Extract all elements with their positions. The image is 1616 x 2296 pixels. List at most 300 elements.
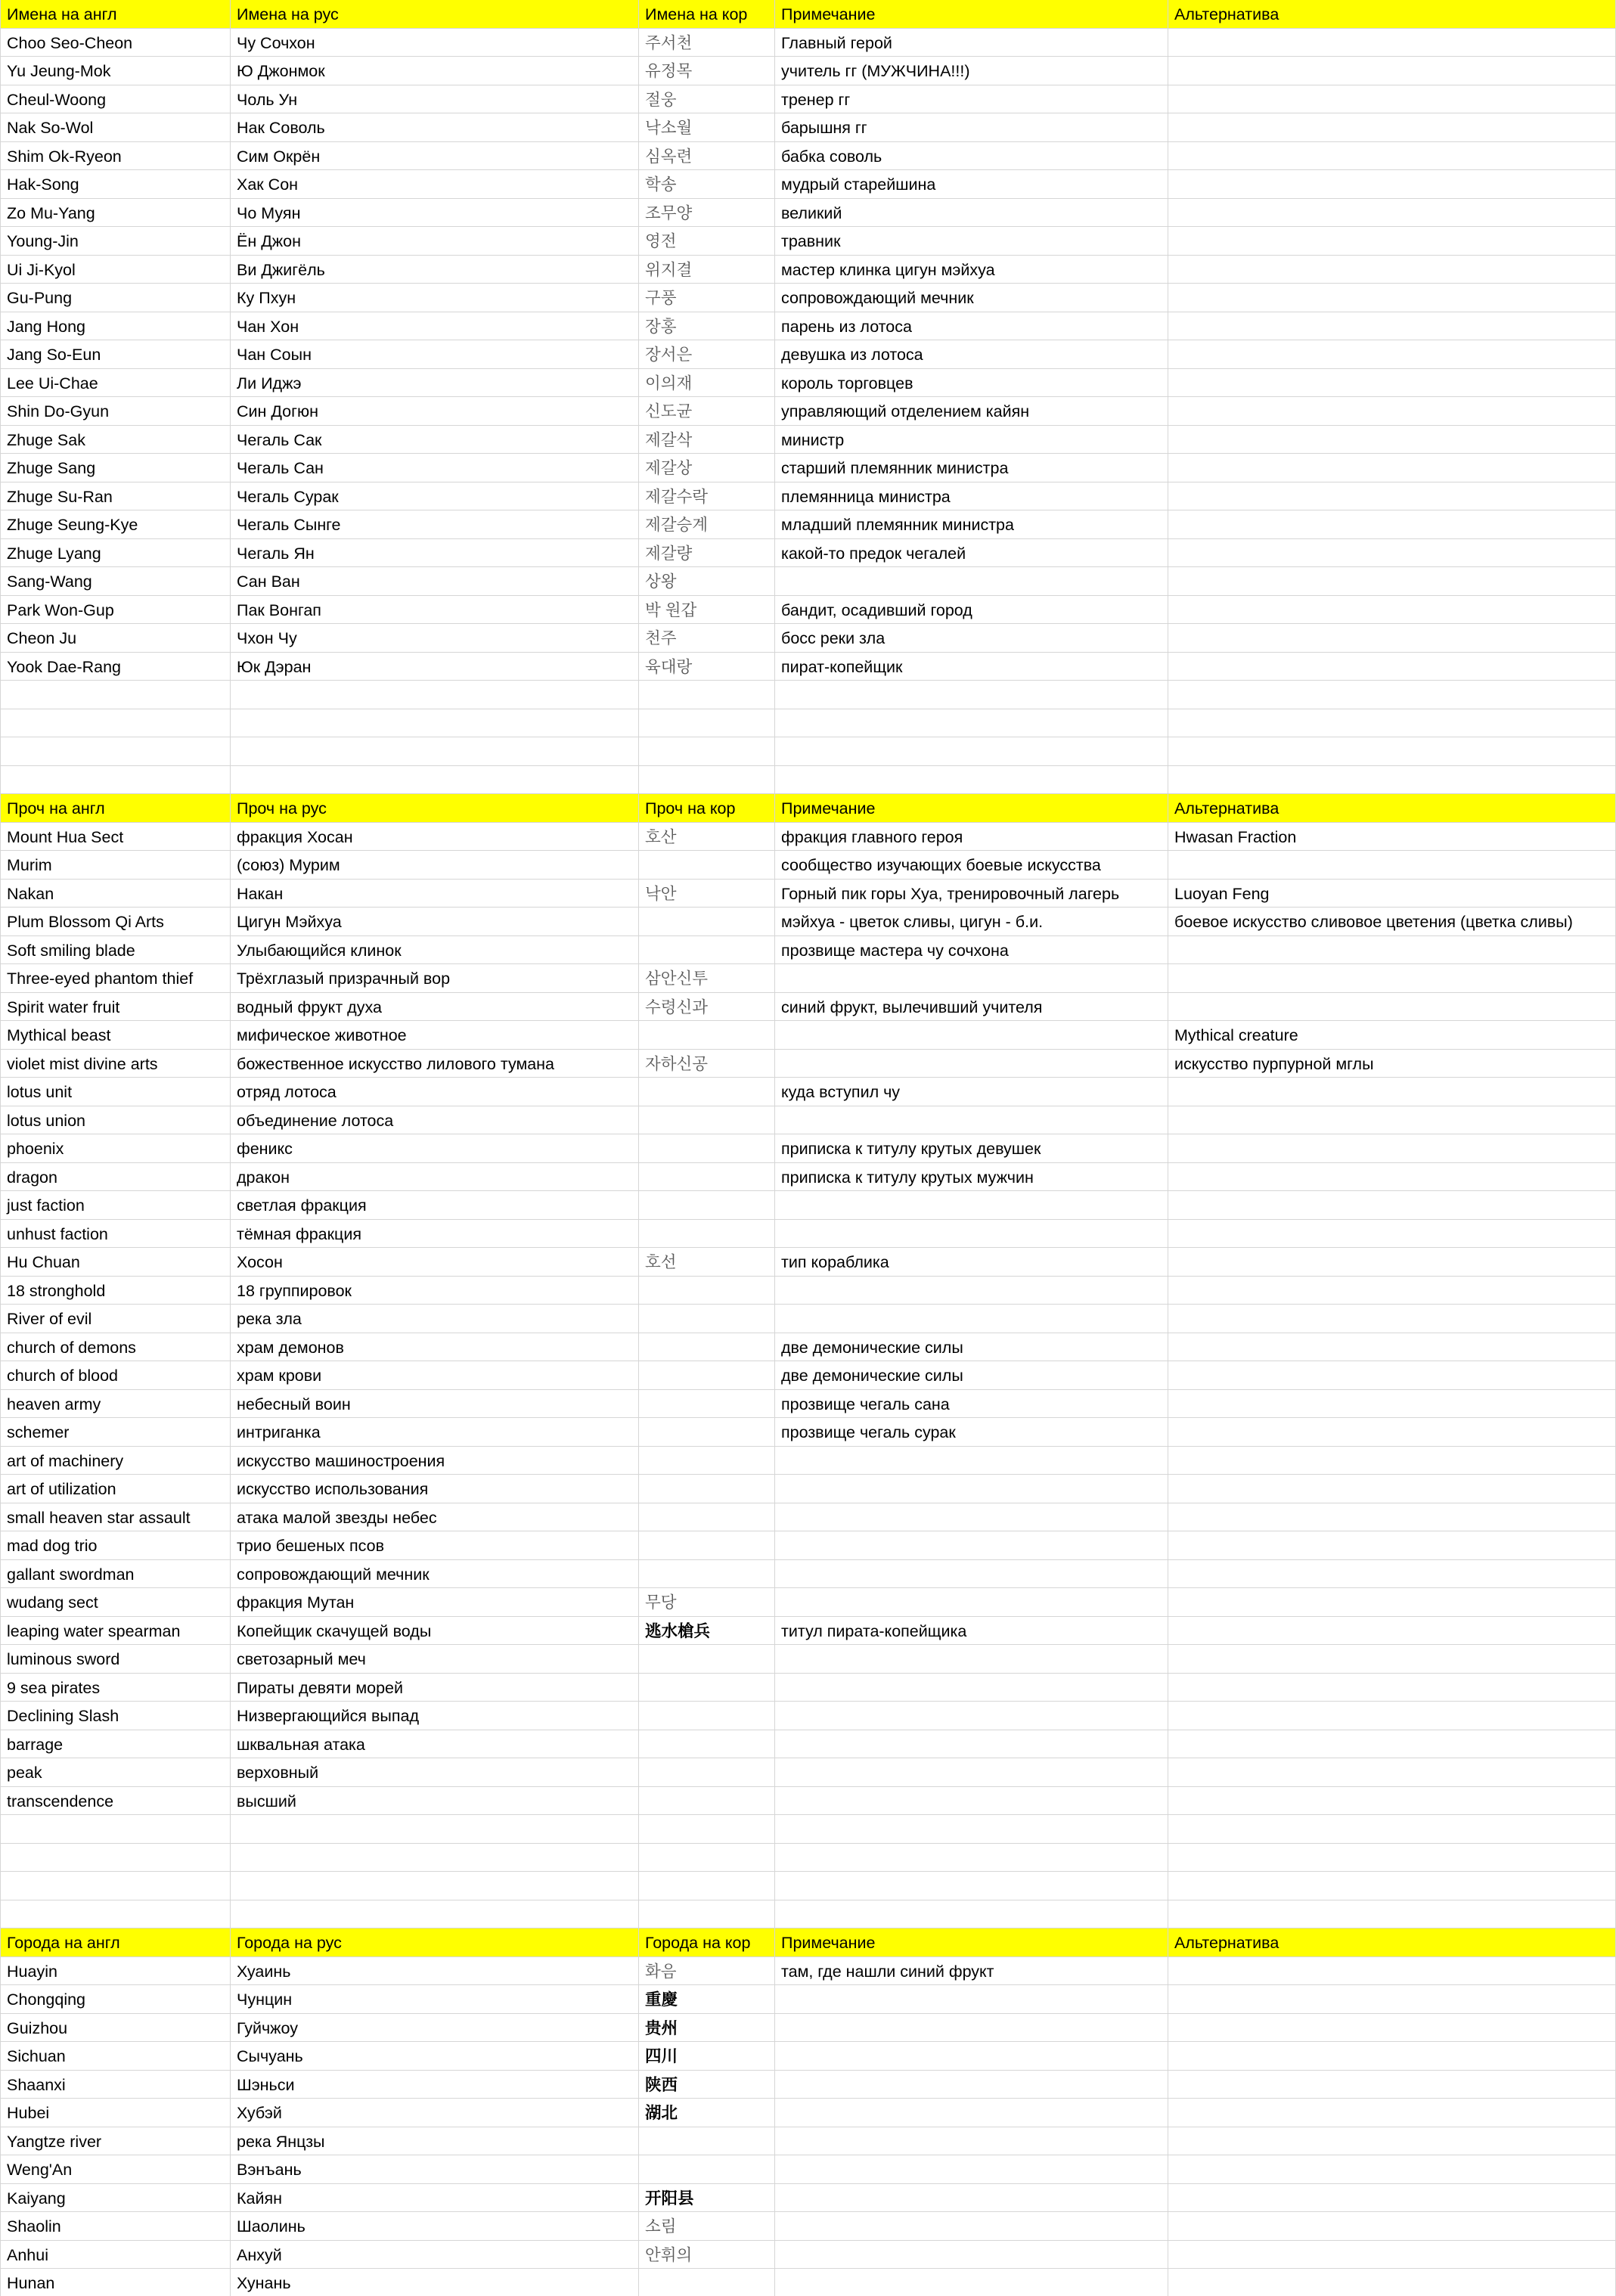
cell-alt[interactable] [1168, 1503, 1616, 1532]
cell-ko[interactable] [639, 1560, 775, 1589]
cell-ru[interactable]: феникс [231, 1134, 639, 1163]
cell-ru[interactable]: Чегаль Сынге [231, 510, 639, 539]
cell-alt[interactable] [1168, 284, 1616, 312]
cell-ko[interactable] [639, 1730, 775, 1759]
section-header-row[interactable] [0, 794, 1616, 823]
cell-ko[interactable]: 삼안신투 [639, 964, 775, 993]
header-cell-en[interactable]: Имена на англ [0, 0, 231, 29]
cell-note[interactable] [775, 1985, 1168, 2014]
cell-alt[interactable] [1168, 1078, 1616, 1106]
cell-en[interactable]: lotus unit [0, 1078, 231, 1106]
table-row[interactable] [0, 1220, 1616, 1249]
table-row[interactable] [0, 2099, 1616, 2127]
table-row[interactable] [0, 256, 1616, 284]
cell-ko[interactable]: 逃水槍兵 [639, 1617, 775, 1646]
cell-alt[interactable] [1168, 1560, 1616, 1589]
cell-alt[interactable] [1168, 397, 1616, 426]
cell-en[interactable]: wudang sect [0, 1588, 231, 1617]
cell-ko[interactable]: 자하신공 [639, 1050, 775, 1078]
cell-ko[interactable]: 장홍 [639, 312, 775, 341]
table-row[interactable] [0, 1702, 1616, 1730]
cell-ko[interactable]: 무당 [639, 1588, 775, 1617]
header-cell-note[interactable]: Примечание [775, 1928, 1168, 1957]
cell-en[interactable]: Shaanxi [0, 2071, 231, 2099]
cell-note[interactable] [775, 2155, 1168, 2184]
cell-note[interactable]: бабка соволь [775, 142, 1168, 171]
table-row[interactable] [0, 2127, 1616, 2156]
table-row[interactable] [0, 142, 1616, 171]
cell-ru[interactable]: храм крови [231, 1361, 639, 1390]
table-row[interactable] [0, 567, 1616, 596]
cell-alt[interactable] [1168, 936, 1616, 965]
cell-en[interactable]: schemer [0, 1418, 231, 1447]
cell-alt[interactable] [1168, 1645, 1616, 1674]
cell-alt[interactable] [1168, 256, 1616, 284]
table-row[interactable] [0, 993, 1616, 1022]
cell-note[interactable] [775, 1645, 1168, 1674]
cell-en[interactable]: Hubei [0, 2099, 231, 2127]
cell-note[interactable] [775, 766, 1168, 795]
cell-en[interactable]: Zhuge Sak [0, 426, 231, 455]
cell-ko[interactable]: 안휘의 [639, 2241, 775, 2270]
cell-ko[interactable]: 湖北 [639, 2099, 775, 2127]
cell-ko[interactable]: 절웅 [639, 85, 775, 114]
table-row[interactable] [0, 2014, 1616, 2043]
cell-ko[interactable] [639, 1872, 775, 1900]
cell-note[interactable] [775, 1191, 1168, 1220]
cell-en[interactable]: small heaven star assault [0, 1503, 231, 1532]
cell-ko[interactable] [639, 851, 775, 880]
header-cell-note[interactable]: Примечание [775, 0, 1168, 29]
cell-en[interactable]: unhust faction [0, 1220, 231, 1249]
table-row[interactable] [0, 1531, 1616, 1560]
table-row[interactable] [0, 823, 1616, 852]
cell-alt[interactable] [1168, 2014, 1616, 2043]
cell-alt[interactable] [1168, 85, 1616, 114]
cell-alt[interactable] [1168, 1844, 1616, 1872]
cell-ru[interactable]: отряд лотоса [231, 1078, 639, 1106]
cell-ru[interactable]: Шаолинь [231, 2212, 639, 2241]
cell-ko[interactable]: 상왕 [639, 567, 775, 596]
table-row[interactable] [0, 1163, 1616, 1192]
cell-ru[interactable]: трио бешеных псов [231, 1531, 639, 1560]
cell-en[interactable]: Declining Slash [0, 1702, 231, 1730]
cell-ru[interactable]: Ви Джигёль [231, 256, 639, 284]
cell-ko[interactable]: 주서천 [639, 29, 775, 57]
cell-note[interactable] [775, 2042, 1168, 2071]
cell-ru[interactable]: Син Догюн [231, 397, 639, 426]
cell-note[interactable]: племянница министра [775, 482, 1168, 511]
cell-ko[interactable] [639, 1220, 775, 1249]
cell-ru[interactable]: Чунцин [231, 1985, 639, 2014]
table-row[interactable] [0, 227, 1616, 256]
cell-en[interactable]: Yook Dae-Rang [0, 653, 231, 681]
cell-en[interactable]: transcendence [0, 1787, 231, 1816]
cell-note[interactable]: учитель гг (МУЖЧИНА!!!) [775, 57, 1168, 85]
cell-ru[interactable]: Улыбающийся клинок [231, 936, 639, 965]
cell-en[interactable]: Lee Ui-Chae [0, 369, 231, 398]
cell-ko[interactable] [639, 1191, 775, 1220]
cell-alt[interactable] [1168, 1475, 1616, 1503]
cell-alt[interactable] [1168, 1191, 1616, 1220]
cell-alt[interactable] [1168, 1418, 1616, 1447]
cell-note[interactable]: старший племянник министра [775, 454, 1168, 482]
header-cell-ru[interactable]: Проч на рус [231, 794, 639, 823]
cell-note[interactable]: мудрый старейшина [775, 170, 1168, 199]
cell-alt[interactable] [1168, 1220, 1616, 1249]
cell-note[interactable] [775, 2241, 1168, 2270]
cell-en[interactable]: Cheon Ju [0, 624, 231, 653]
cell-ru[interactable] [231, 709, 639, 738]
cell-note[interactable]: сопровождающий мечник [775, 284, 1168, 312]
cell-en[interactable]: Zhuge Lyang [0, 539, 231, 568]
cell-alt[interactable] [1168, 2184, 1616, 2213]
table-row[interactable] [0, 681, 1616, 709]
cell-ko[interactable] [639, 2269, 775, 2296]
cell-note[interactable] [775, 1702, 1168, 1730]
header-cell-ko[interactable]: Проч на кор [639, 794, 775, 823]
cell-alt[interactable] [1168, 113, 1616, 142]
cell-alt[interactable] [1168, 1305, 1616, 1333]
cell-ru[interactable]: Пак Вонгап [231, 596, 639, 625]
table-row[interactable] [0, 1787, 1616, 1816]
cell-note[interactable]: босс реки зла [775, 624, 1168, 653]
cell-en[interactable]: Hak-Song [0, 170, 231, 199]
table-row[interactable] [0, 908, 1616, 936]
cell-ru[interactable]: водный фрукт духа [231, 993, 639, 1022]
cell-ko[interactable] [639, 1078, 775, 1106]
table-row[interactable] [0, 1645, 1616, 1674]
cell-alt[interactable] [1168, 1872, 1616, 1900]
cell-en[interactable]: 18 stronghold [0, 1277, 231, 1305]
table-row[interactable] [0, 170, 1616, 199]
cell-note[interactable]: великий [775, 199, 1168, 228]
cell-ko[interactable] [639, 1758, 775, 1787]
cell-ko[interactable]: 신도균 [639, 397, 775, 426]
cell-alt[interactable] [1168, 170, 1616, 199]
cell-ru[interactable]: 18 группировок [231, 1277, 639, 1305]
cell-note[interactable]: там, где нашли синий фрукт [775, 1957, 1168, 1986]
cell-alt[interactable] [1168, 1985, 1616, 2014]
cell-note[interactable] [775, 2212, 1168, 2241]
cell-note[interactable] [775, 1815, 1168, 1844]
cell-alt[interactable] [1168, 964, 1616, 993]
cell-ko[interactable]: 陕西 [639, 2071, 775, 2099]
cell-note[interactable] [775, 1277, 1168, 1305]
cell-ko[interactable]: 심옥련 [639, 142, 775, 171]
cell-en[interactable]: Young-Jin [0, 227, 231, 256]
table-row[interactable] [0, 29, 1616, 57]
cell-alt[interactable] [1168, 539, 1616, 568]
cell-alt[interactable] [1168, 1134, 1616, 1163]
table-row[interactable] [0, 2071, 1616, 2099]
cell-ru[interactable]: шквальная атака [231, 1730, 639, 1759]
table-row[interactable] [0, 1021, 1616, 1050]
cell-ko[interactable]: 유정목 [639, 57, 775, 85]
cell-note[interactable] [775, 709, 1168, 738]
cell-ru[interactable]: объединение лотоса [231, 1106, 639, 1135]
cell-ru[interactable]: Ён Джон [231, 227, 639, 256]
cell-ko[interactable] [639, 1163, 775, 1192]
cell-note[interactable]: фракция главного героя [775, 823, 1168, 852]
cell-note[interactable] [775, 2184, 1168, 2213]
cell-ko[interactable]: 장서은 [639, 340, 775, 369]
cell-ko[interactable] [639, 1305, 775, 1333]
table-row[interactable] [0, 113, 1616, 142]
table-row[interactable] [0, 2184, 1616, 2213]
cell-ru[interactable]: верховный [231, 1758, 639, 1787]
table-row[interactable] [0, 851, 1616, 880]
cell-en[interactable]: lotus union [0, 1106, 231, 1135]
cell-en[interactable]: Yu Jeung-Mok [0, 57, 231, 85]
cell-ru[interactable]: искусство машиностроения [231, 1447, 639, 1475]
cell-note[interactable]: девушка из лотоса [775, 340, 1168, 369]
cell-en[interactable]: Zhuge Sang [0, 454, 231, 482]
cell-ru[interactable]: Чегаль Сурак [231, 482, 639, 511]
cell-ru[interactable]: фракция Хосан [231, 823, 639, 852]
cell-note[interactable] [775, 1220, 1168, 1249]
cell-alt[interactable] [1168, 993, 1616, 1022]
cell-ko[interactable] [639, 2155, 775, 2184]
table-row[interactable] [0, 1248, 1616, 1277]
cell-alt[interactable] [1168, 1674, 1616, 1702]
table-row[interactable] [0, 1134, 1616, 1163]
cell-ru[interactable]: Ку Пхун [231, 284, 639, 312]
cell-ru[interactable]: Чегаль Ян [231, 539, 639, 568]
cell-ko[interactable] [639, 2127, 775, 2156]
cell-alt[interactable] [1168, 1787, 1616, 1816]
table-row[interactable] [0, 426, 1616, 455]
cell-ru[interactable]: Сычуань [231, 2042, 639, 2071]
cell-alt[interactable] [1168, 227, 1616, 256]
cell-ko[interactable] [639, 766, 775, 795]
cell-ru[interactable]: фракция Мутан [231, 1588, 639, 1617]
cell-note[interactable]: сообщество изучающих боевые искусства [775, 851, 1168, 880]
cell-ru[interactable]: божественное искусство лилового тумана [231, 1050, 639, 1078]
cell-ru[interactable]: Хубэй [231, 2099, 639, 2127]
cell-alt[interactable] [1168, 1730, 1616, 1759]
cell-ru[interactable]: сопровождающий мечник [231, 1560, 639, 1589]
cell-en[interactable]: dragon [0, 1163, 231, 1192]
table-row[interactable] [0, 1957, 1616, 1986]
table-row[interactable] [0, 709, 1616, 738]
cell-ru[interactable]: интриганка [231, 1418, 639, 1447]
cell-note[interactable] [775, 1447, 1168, 1475]
cell-note[interactable] [775, 1021, 1168, 1050]
table-row[interactable] [0, 596, 1616, 625]
cell-ko[interactable] [639, 1390, 775, 1419]
cell-en[interactable]: Spirit water fruit [0, 993, 231, 1022]
cell-note[interactable] [775, 1560, 1168, 1589]
cell-en[interactable]: 9 sea pirates [0, 1674, 231, 1702]
cell-ko[interactable] [639, 1447, 775, 1475]
table-row[interactable] [0, 1985, 1616, 2014]
cell-note[interactable]: тип кораблика [775, 1248, 1168, 1277]
cell-ru[interactable]: небесный воин [231, 1390, 639, 1419]
cell-note[interactable]: приписка к титулу крутых мужчин [775, 1163, 1168, 1192]
cell-alt[interactable] [1168, 1588, 1616, 1617]
cell-ko[interactable] [639, 1134, 775, 1163]
cell-ko[interactable]: 낙안 [639, 880, 775, 908]
header-cell-note[interactable]: Примечание [775, 794, 1168, 823]
cell-ko[interactable]: 제갈상 [639, 454, 775, 482]
cell-ru[interactable]: Сан Ван [231, 567, 639, 596]
cell-en[interactable] [0, 1872, 231, 1900]
table-row[interactable] [0, 1333, 1616, 1362]
cell-en[interactable]: Nak So-Wol [0, 113, 231, 142]
cell-en[interactable] [0, 737, 231, 766]
cell-en[interactable]: Hu Chuan [0, 1248, 231, 1277]
cell-ru[interactable]: Копейщик скачущей воды [231, 1617, 639, 1646]
table-row[interactable] [0, 1418, 1616, 1447]
cell-en[interactable]: Mount Hua Sect [0, 823, 231, 852]
cell-ko[interactable]: 제갈량 [639, 539, 775, 568]
cell-note[interactable]: барышня гг [775, 113, 1168, 142]
cell-en[interactable]: Anhui [0, 2241, 231, 2270]
table-row[interactable] [0, 1305, 1616, 1333]
cell-en[interactable]: phoenix [0, 1134, 231, 1163]
cell-alt[interactable] [1168, 369, 1616, 398]
table-row[interactable] [0, 1758, 1616, 1787]
cell-ko[interactable] [639, 1418, 775, 1447]
cell-ru[interactable]: Чу Сочхон [231, 29, 639, 57]
cell-ko[interactable]: 제갈수락 [639, 482, 775, 511]
cell-alt[interactable] [1168, 426, 1616, 455]
table-row[interactable] [0, 510, 1616, 539]
table-row[interactable] [0, 1503, 1616, 1532]
table-row[interactable] [0, 1900, 1616, 1929]
table-row[interactable] [0, 1617, 1616, 1646]
cell-note[interactable] [775, 2071, 1168, 2099]
cell-ru[interactable] [231, 1844, 639, 1872]
header-cell-alt[interactable]: Альтернатива [1168, 0, 1616, 29]
table-row[interactable] [0, 539, 1616, 568]
cell-alt[interactable] [1168, 737, 1616, 766]
cell-en[interactable]: Gu-Pung [0, 284, 231, 312]
table-row[interactable] [0, 1390, 1616, 1419]
cell-en[interactable]: leaping water spearman [0, 1617, 231, 1646]
cell-ru[interactable]: Сим Окрён [231, 142, 639, 171]
cell-en[interactable]: Plum Blossom Qi Arts [0, 908, 231, 936]
cell-alt[interactable] [1168, 2212, 1616, 2241]
cell-note[interactable] [775, 681, 1168, 709]
cell-note[interactable] [775, 2014, 1168, 2043]
table-row[interactable] [0, 1050, 1616, 1078]
cell-alt[interactable] [1168, 851, 1616, 880]
cell-ru[interactable]: Нак Соволь [231, 113, 639, 142]
cell-alt[interactable] [1168, 2127, 1616, 2156]
cell-ko[interactable] [639, 1021, 775, 1050]
cell-ko[interactable]: 육대랑 [639, 653, 775, 681]
cell-note[interactable] [775, 1106, 1168, 1135]
table-row[interactable] [0, 936, 1616, 965]
cell-note[interactable]: пират-копейщик [775, 653, 1168, 681]
cell-ko[interactable]: 학송 [639, 170, 775, 199]
cell-ko[interactable]: 开阳县 [639, 2184, 775, 2213]
cell-alt[interactable] [1168, 567, 1616, 596]
header-cell-ru[interactable]: Города на рус [231, 1928, 639, 1957]
cell-alt[interactable] [1168, 340, 1616, 369]
table-row[interactable] [0, 482, 1616, 511]
cell-ru[interactable]: Накан [231, 880, 639, 908]
table-row[interactable] [0, 2155, 1616, 2184]
cell-en[interactable] [0, 766, 231, 795]
cell-ko[interactable]: 낙소월 [639, 113, 775, 142]
cell-en[interactable]: Mythical beast [0, 1021, 231, 1050]
cell-ko[interactable]: 贵州 [639, 2014, 775, 2043]
cell-en[interactable]: Huayin [0, 1957, 231, 1986]
cell-alt[interactable] [1168, 2269, 1616, 2296]
cell-ko[interactable] [639, 1503, 775, 1532]
cell-en[interactable]: Soft smiling blade [0, 936, 231, 965]
cell-ru[interactable]: Чегаль Сак [231, 426, 639, 455]
cell-note[interactable] [775, 1531, 1168, 1560]
cell-note[interactable] [775, 2127, 1168, 2156]
cell-ru[interactable]: Ю Джонмок [231, 57, 639, 85]
table-row[interactable] [0, 737, 1616, 766]
cell-note[interactable]: мэйхуа - цветок сливы, цигун - б.и. [775, 908, 1168, 936]
cell-alt[interactable] [1168, 1163, 1616, 1192]
cell-ko[interactable] [639, 1277, 775, 1305]
cell-en[interactable]: River of evil [0, 1305, 231, 1333]
cell-note[interactable]: какой-то предок чегалей [775, 539, 1168, 568]
cell-alt[interactable] [1168, 1900, 1616, 1929]
table-row[interactable] [0, 1560, 1616, 1589]
cell-note[interactable]: травник [775, 227, 1168, 256]
cell-ru[interactable]: Ли Иджэ [231, 369, 639, 398]
cell-en[interactable]: Sang-Wang [0, 567, 231, 596]
cell-en[interactable]: Shim Ok-Ryeon [0, 142, 231, 171]
header-cell-ko[interactable]: Имена на кор [639, 0, 775, 29]
cell-en[interactable]: luminous sword [0, 1645, 231, 1674]
cell-alt[interactable]: Mythical creature [1168, 1021, 1616, 1050]
cell-alt[interactable] [1168, 454, 1616, 482]
cell-ru[interactable]: высший [231, 1787, 639, 1816]
cell-alt[interactable] [1168, 142, 1616, 171]
cell-ko[interactable] [639, 936, 775, 965]
cell-en[interactable] [0, 681, 231, 709]
cell-note[interactable] [775, 1050, 1168, 1078]
cell-ko[interactable]: 천주 [639, 624, 775, 653]
cell-ko[interactable]: 영전 [639, 227, 775, 256]
cell-ru[interactable]: храм демонов [231, 1333, 639, 1362]
table-row[interactable] [0, 340, 1616, 369]
cell-en[interactable]: Chongqing [0, 1985, 231, 2014]
cell-alt[interactable] [1168, 1758, 1616, 1787]
cell-ru[interactable]: Чоль Ун [231, 85, 639, 114]
cell-alt[interactable] [1168, 1702, 1616, 1730]
cell-ru[interactable]: Хосон [231, 1248, 639, 1277]
header-cell-ko[interactable]: Города на кор [639, 1928, 775, 1957]
cell-en[interactable]: Shaolin [0, 2212, 231, 2241]
cell-alt[interactable] [1168, 1957, 1616, 1986]
cell-alt[interactable] [1168, 1447, 1616, 1475]
cell-note[interactable] [775, 1305, 1168, 1333]
cell-en[interactable]: violet mist divine arts [0, 1050, 231, 1078]
cell-ko[interactable] [639, 908, 775, 936]
table-row[interactable] [0, 1588, 1616, 1617]
cell-note[interactable]: Главный герой [775, 29, 1168, 57]
cell-en[interactable]: gallant swordman [0, 1560, 231, 1589]
cell-note[interactable] [775, 737, 1168, 766]
cell-alt[interactable] [1168, 766, 1616, 795]
cell-ko[interactable]: 重慶 [639, 1985, 775, 2014]
cell-alt[interactable] [1168, 653, 1616, 681]
cell-en[interactable]: Zhuge Seung-Kye [0, 510, 231, 539]
cell-ru[interactable] [231, 1872, 639, 1900]
cell-note[interactable] [775, 1872, 1168, 1900]
cell-ko[interactable] [639, 1787, 775, 1816]
